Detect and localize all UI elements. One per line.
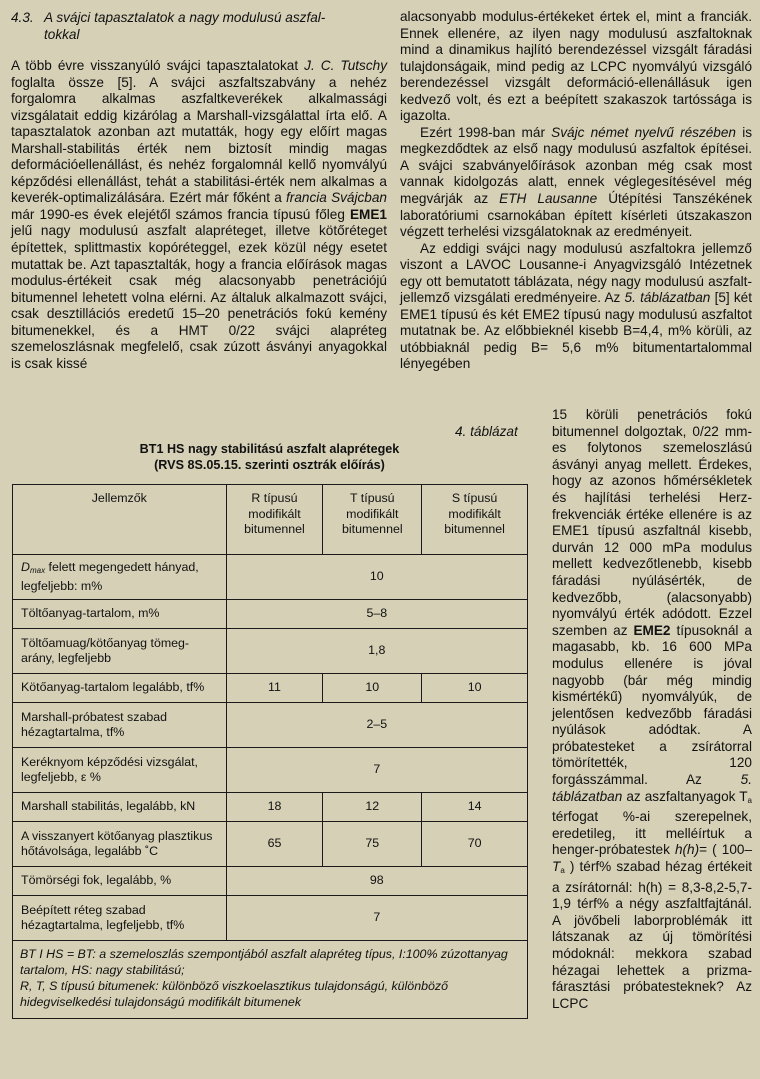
table-row — [13, 867, 528, 896]
table-row — [13, 674, 528, 703]
region-name: Svájc német nyelvű részében — [551, 124, 736, 140]
table-note-1: BT I HS = BT: a szemeloszlás szempontjából aszfalt alapréteg típus, I:100% zúzottanyag tartalom, HS: nagy stabilitású; — [20, 947, 508, 977]
section-title — [44, 10, 325, 43]
row-value: 7 — [226, 748, 527, 793]
row-value-s: 10 — [422, 674, 528, 703]
author-name: J. C. Tutschy — [304, 58, 387, 73]
section-title-line2: tokkal — [44, 26, 80, 42]
table-row — [13, 822, 528, 867]
row-value: 1,8 — [226, 629, 527, 674]
institution-name: ETH Lausanne — [499, 191, 598, 207]
section-title-line1: A svájci tapasztalatok a nagy modulusú aszfal- — [44, 10, 326, 25]
row-value: 5–8 — [226, 600, 527, 629]
text: felett megengedett hányad, legfeljebb: m% — [21, 560, 199, 593]
table-notes-row — [13, 941, 528, 1019]
text: is megkezdődtek az első nagy modulusú aszfaltok építései. A svájci szabványelőírások azonban még csak most vannak kidolgozás alatt, ennek véglegesítésével még megvárják az — [400, 124, 753, 207]
table-label: 4. táblázat — [455, 424, 518, 439]
table-title-line1: BT1 HS nagy stabilitású aszfalt alaprétegek — [139, 442, 400, 456]
row-value-t: 75 — [323, 822, 422, 867]
region-name: francia Svájcban — [286, 190, 387, 206]
row-value-r: 11 — [226, 674, 323, 703]
text: az aszfaltanyagok T — [622, 788, 748, 804]
table-notes — [13, 941, 528, 1019]
row-label: Töltőamuag/kötőanyag tömeg-arány, legfeljebb — [13, 629, 227, 674]
table-row — [13, 600, 528, 629]
right-paragraph-1: alacsonyabb modulus-értékeket értek el, mint a franciák. Ennek ellenére, az ilyen nagy modulusú aszfaltoknak mind a dinamikus hajlító berendezéssel vizsgált fáradási tulajdonságaik, mind pedig az LCPC nyomvályú vizsgáló berendezéssel vizsgált deformáció-ellenállásuk igen kedvező volt, és ezt a beépített szakaszok tartóssága is igazolta. — [400, 9, 752, 124]
text: típusoknál a magasabb, kb. 16 600 MPa modulus ellenére is jóval nagyobb (bár még mindig kismértékű) nyomvályúk, de jelentősen kedvezőbb fáradási nyúlások adódtak. A próbatesteket a zsírátorral tömörítették, 120 forgásszámmal. Az — [552, 622, 752, 788]
text: Útépítési Tanszékének laboratóriumi csarnokában épített kísérleti útszakaszon végzett terhelési vizsgálatoknak az eredményeit. — [400, 191, 752, 240]
subscript: a — [560, 866, 565, 876]
row-value: 98 — [226, 867, 527, 896]
table-reference: 5. táblázatban — [552, 772, 752, 804]
table-row — [13, 703, 528, 748]
left-column — [11, 10, 387, 372]
section-heading — [11, 10, 387, 43]
formula-h: h(h) — [674, 842, 700, 858]
table-title-line2: (RVS 8S.05.15. szerinti osztrák előírás) — [154, 458, 385, 472]
row-value: 2–5 — [226, 703, 527, 748]
section-number: 4.3. — [11, 10, 34, 25]
subscript: max — [29, 566, 46, 575]
row-value: 7 — [226, 896, 527, 941]
row-label: Keréknyom képződési vizsgálat, legfeljebb, ε % — [13, 748, 227, 793]
text: Ezért 1998-ban már — [420, 124, 552, 140]
row-value-t: 12 — [323, 793, 422, 822]
narrow-paragraph — [552, 407, 752, 1012]
row-value-t: 10 — [323, 674, 422, 703]
eme1-term: EME1 — [349, 206, 387, 222]
table-row — [13, 748, 528, 793]
row-value: 10 — [226, 555, 527, 600]
dmax-symbol: D — [21, 560, 30, 574]
row-label: Kötőanyag-tartalom legalább, tf% — [13, 674, 227, 703]
header-r-type: R típusú modifikált bitumennel — [226, 485, 323, 555]
text: foglalta össze [5]. A svájci aszfaltszabvány a nehéz forgalomra alkalmas aszfaltkeverékek alkalmassági vizsgálatait eddig kizárólag a Marshall-vizsgálattal írta elő. A tapasztalatok azonban azt mutatták, hogy egy előírt magas Marshall-stabilitás érték nem biztosít mindig magas deformációellenállást, és nehéz forgalomnál kellő nyomvályú képződési ellenállást, tehát a stabilitási-érték nem alkalmas a keverék-optimalizálására. Ezért már főként a — [11, 74, 387, 206]
table-header-row — [13, 485, 528, 555]
row-label: Tömörségi fok, legalább, % — [13, 867, 227, 896]
text: [5] két EME1 típusú és két EME2 típusú nagy modulusú aszfaltot mutatnak be. Az előbbieknél kisebb B=4,4, m% körüli, az utóbbiaknál pedig B= 5,6 m% bitumentartalommal lényegében — [400, 290, 753, 372]
table-note-2: R, T, S típusú bitumenek: különböző viszkoelasztikus tulajdonságú, különböző hidegviselkedési tulajdonságú modifikált bitumenek — [20, 979, 448, 1009]
row-label: A visszanyert kötőanyag plasztikus hőtávolsága, legalább ˚C — [13, 822, 227, 867]
narrow-column — [552, 407, 752, 1012]
header-s-type: S típusú modifikált bitumennel — [422, 485, 528, 555]
row-value-r: 65 — [226, 822, 323, 867]
table-row — [13, 555, 528, 600]
row-label: Marshall-próbatest szabad hézagtartalma, tf% — [13, 703, 227, 748]
row-label — [13, 555, 227, 600]
row-value-s: 14 — [422, 793, 528, 822]
row-label: Marshall stabilitás, legalább, kN — [13, 793, 227, 822]
right-paragraph-3 — [400, 241, 752, 373]
text: A több évre visszanyúló svájci tapasztalatokat — [11, 58, 305, 73]
table-row — [13, 629, 528, 674]
right-paragraph-2 — [400, 125, 752, 241]
text: jelű nagy modulusú aszfalt alapréteget, illetve kötőréteget építettek, splittmastix kopóréteggel, ezek közül négy esetet mutattak be. Azt tapasztalták, hogy a francia előírások magas modulus-értékeit csak még alacsonyabb penetrációjú bitumennel lehetett volna elérni. Az általuk alkalmazott svájci, csak desztillációs eredetű 15–20 penetrációs fokú kemény bitumenekkel, és a HMT 0/22 svájci alapréteg szemeloszlásnak megfelelő, csak zúzott ásványi anyagokkal is csak kissé — [11, 223, 387, 371]
header-t-type: T típusú modifikált bitumennel — [323, 485, 422, 555]
text: ) térf% szabad hézag értékeit a zsírátornál: h(h) = 8,3-8,2-5,7-1,9 térf% a négy aszfaltfajtánál. A jövőbeli laborproblémák itt látszanak az új tömörítési módoknál: mekkora szabad hézagai lehettek a prizma-fárasztási próbatesteknek? Az LCPC — [552, 859, 752, 1011]
row-value-s: 70 — [422, 822, 528, 867]
text: Az eddigi svájci nagy modulusú aszfaltokra jellemző viszont a LAVOC Lousanne-i Anyagvizsgáló Intézetnek egy ott bemutatott táblázata, négy nagy modulusú aszfalt-jellemző vizsgálati eredményeire. Az — [400, 240, 752, 306]
table-reference: 5. táblázatban — [624, 290, 711, 306]
row-label: Töltőanyag-tartalom, m% — [13, 600, 227, 629]
table-title — [12, 441, 527, 473]
right-column — [400, 9, 752, 373]
text: 15 körüli penetrációs fokú bitumennel dolgoztak, 0/22 mm-es folytonos szemeloszlású ásványi anyag mellett. Érdekes, hogy az azonos hőmérsékletek és hajlítási terhelési Herz-frekvenciák értéke ellenére is az EME1 típusú aszfaltnál kisebb, durván 12 000 mPa modulus mellett kedvezőtlenebb, kisebb fáradási nyúlásérték, de kedvezőbb, (alacsonyabb) nyomvályú érték adódott. Ezzel szemben az — [552, 407, 752, 638]
row-label: Beépített réteg szabad hézagtartalma, legfeljebb, tf% — [13, 896, 227, 941]
left-paragraph — [11, 58, 387, 372]
text: = ( 100– — [699, 842, 752, 858]
table-row — [13, 793, 528, 822]
eme2-term: EME2 — [633, 622, 671, 638]
subscript: a — [747, 795, 752, 805]
text: térfogat %-ai szerepelnek, eredetileg, itt melléírtuk a henger-próbatestek — [552, 809, 752, 858]
row-value-r: 18 — [226, 793, 323, 822]
header-property: Jellemzők — [13, 485, 227, 555]
table-row — [13, 896, 528, 941]
formula-t: T — [552, 859, 561, 875]
spec-table — [12, 484, 528, 1019]
text: már 1990-es évek elejétől számos francia típusú főleg — [11, 206, 350, 222]
